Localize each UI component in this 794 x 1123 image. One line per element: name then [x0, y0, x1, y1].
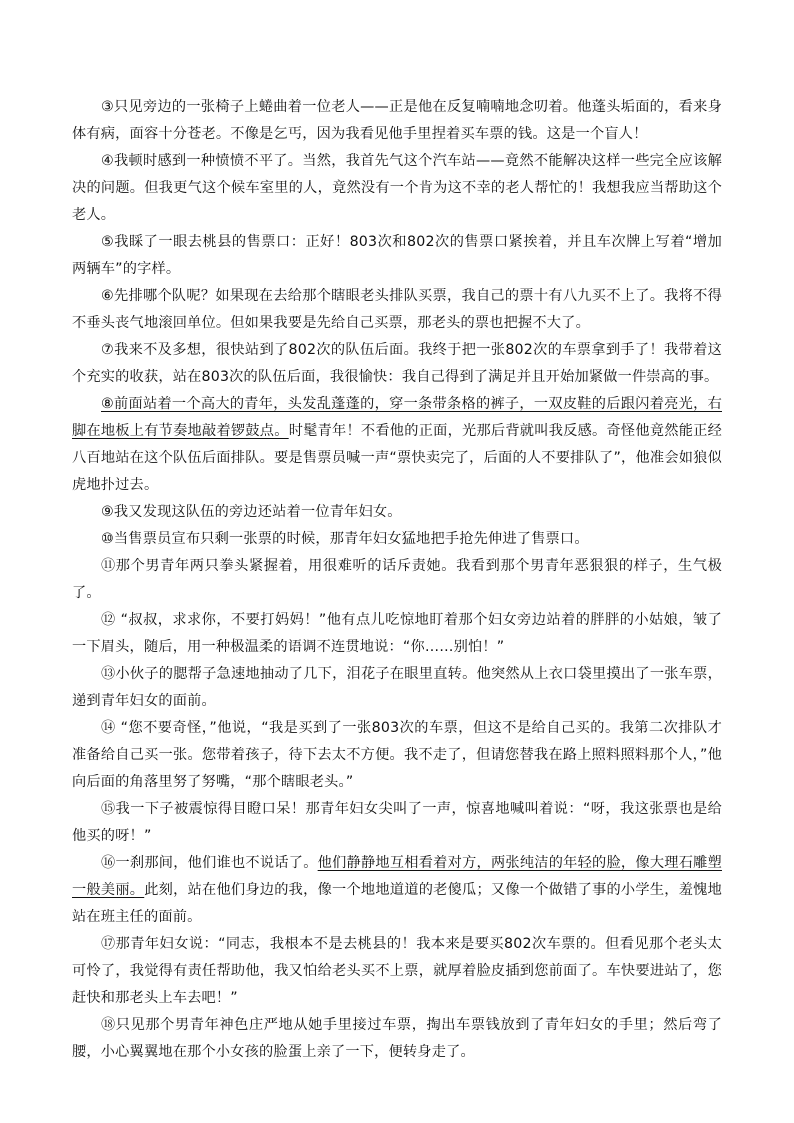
- paragraph-6: ⑥先排哪个队呢？如果现在去给那个瞎眼老头排队买票，我自己的票十有八九买不上了。我将不得不垂头丧气地滚回单位。但如果我要是先给自己买票，那老头的票也把握不大了。: [72, 288, 722, 331]
- paragraph-4: ④我顿时感到一种愤愤不平了。当然，我首先气这个汽车站——竟然不能解决这样一些完全应该解决的问题。但我更气这个候车室里的人，竟然没有一个肯为这不幸的老人帮忙的！我想我应当帮助这个老人。: [72, 153, 722, 223]
- paragraph-14: ⑭ “您不要奇怪，”他说，“我是买到了一张803次的车票，但这不是给自己买的。我第二次排队才准备给自己买一张。您带着孩子，待下去太不方便。我不走了，但请您替我在路上照料照料那个人，”他向后面的角落里努了努嘴，“那个瞎眼老头。”: [72, 720, 722, 790]
- paragraph-8: ⑧前面站着一个高大的青年，头发乱蓬蓬的，穿一条带条格的裤子，一双皮鞋的后跟闪着亮光，右脚在地板上有节奏地敲着锣鼓点。时髦青年！不看他的正面，光那后背就叫我反感。奇怪他竟然能正经八百地站在这个队伍后面排队。要是售票员喊一声“票快卖完了，后面的人不要排队了”，他准会如狼似虎地扑过去。: [72, 396, 722, 493]
- paragraph-13: ⑬小伙子的腮帮子急速地抽动了几下，泪花子在眼里直转。他突然从上衣口袋里摸出了一张车票，递到青年妇女的面前。: [72, 666, 722, 709]
- paragraph-10: ⑩当售票员宣布只剩一张票的时候，那青年妇女猛地把手抢先伸进了售票口。: [101, 531, 589, 547]
- paragraph-11: ⑪那个男青年两只拳头紧握着，用很难听的话斥责她。我看到那个男青年恶狠狠的样子，生气极了。: [72, 558, 722, 601]
- paragraph-15: ⑮我一下子被震惊得目瞪口呆！那青年妇女尖叫了一声，惊喜地喊叫着说：“呀，我这张票也是给他买的呀！”: [72, 801, 722, 844]
- paragraph-9: ⑨我又发现这队伍的旁边还站着一位青年妇女。: [101, 504, 402, 520]
- paragraph-17: ⑰那青年妇女说：“同志，我根本不是去桃县的！我本来是要买802次车票的。但看见那个老头太可怜了，我觉得有责任帮助他，我又怕给老头买不上票，就厚着脸皮插到您前面了。车快要进站了，您赶快和那老头上车去吧！”: [72, 936, 722, 1006]
- paragraph-16: ⑯一刹那间，他们谁也不说话了。他们静静地互相看着对方，两张纯洁的年轻的脸，像大理石雕塑一般美丽。此刻，站在他们身边的我，像一个地地道道的老傻瓜；又像一个做错了事的小学生，羞愧地站在班主任的面前。: [72, 855, 722, 925]
- paragraph-18: ⑱只见那个男青年神色庄严地从她手里接过车票，掏出车票钱放到了青年妇女的手里；然后弯了腰，小心翼翼地在那个小女孩的脸蛋上亲了一下，便转身走了。: [72, 1017, 722, 1060]
- underlined-sentence: 他们静静地互相看着对方，两张纯洁的年轻的脸，像大理石雕塑一般美丽。: [72, 855, 722, 898]
- paragraph-12: ⑫ “叔叔，求求你，不要打妈妈！”他有点儿吃惊地盯着那个妇女旁边站着的胖胖的小姑娘，皱了一下眉头，随后，用一种极温柔的语调不连贯地说：“你……别怕！”: [72, 612, 722, 655]
- paragraph-7: ⑦我来不及多想，很快站到了802次的队伍后面。我终于把一张802次的车票拿到手了！我带着这个充实的收获，站在803次的队伍后面，我很愉快：我自己得到了满足并且开始加紧做一件崇高的事。: [72, 342, 722, 385]
- paragraph-3: ③只见旁边的一张椅子上蜷曲着一位老人——正是他在反复喃喃地念叨着。他蓬头垢面的，看来身体有病，面容十分苍老。不像是乞丐，因为我看见他手里捏着买车票的钱。这是一个盲人！: [72, 99, 722, 142]
- article-body: [72, 94, 722, 1066]
- paragraph-5: ⑤我睬了一眼去桃县的售票口：正好！803次和802次的售票口紧挨着，并且车次牌上写着“增加两辆车”的字样。: [72, 234, 722, 277]
- underlined-sentence: ⑧前面站着一个高大的青年，头发乱蓬蓬的，穿一条带条格的裤子，一双皮鞋的后跟闪着亮光，右脚在地板上有节奏地敲着锣鼓点。: [72, 396, 722, 439]
